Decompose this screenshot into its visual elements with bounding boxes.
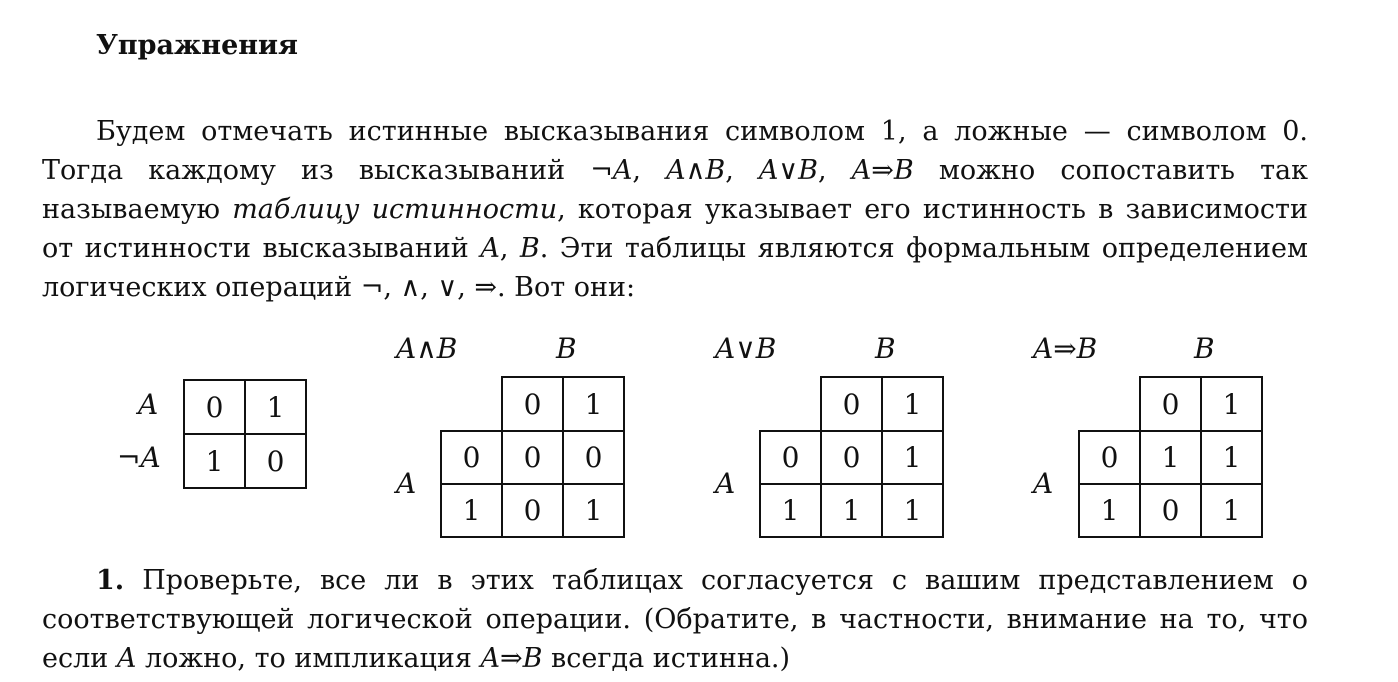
section-heading: Упражнения <box>96 30 298 61</box>
table-col-head: 0 <box>502 377 563 431</box>
exercise-1 <box>42 561 1308 678</box>
table-col-head: 1 <box>882 377 943 431</box>
formula-not: ¬A <box>590 155 633 186</box>
table-cell: 1 <box>1201 484 1262 537</box>
table-col-head: 0 <box>821 377 882 431</box>
table-corner <box>441 377 502 431</box>
table-cell: 1 <box>1201 431 1262 484</box>
and-col-var: B <box>556 332 577 365</box>
exercise-var-a: A <box>116 643 137 674</box>
table-cell: 1 <box>184 434 245 488</box>
exercise-text-1: Проверьте, все ли в этих таблицах согласуется с вашим представлением о соответствующей логической операции. (Обратите, в частности, внимание на то, что если <box>42 565 1308 674</box>
and-row-var: A <box>396 467 417 500</box>
truth-table-implication <box>1078 376 1263 538</box>
imp-row-var: A <box>1033 467 1054 500</box>
formula-implication: A⇒B <box>851 155 914 186</box>
table-cell: 1 <box>821 484 882 537</box>
exercise-text-3: всегда истинна.) <box>551 643 791 674</box>
table-row-head: 0 <box>760 431 821 484</box>
or-col-var: B <box>875 332 896 365</box>
table-row-head: 0 <box>1079 431 1140 484</box>
table-row-head: 1 <box>441 484 502 537</box>
imp-col-var: B <box>1194 332 1215 365</box>
table-corner <box>1079 377 1140 431</box>
table-cell: 1 <box>245 380 306 434</box>
exercise-number: 1. <box>96 565 125 596</box>
or-title: A∨B <box>715 332 777 365</box>
not-row-label-a: A <box>138 388 159 421</box>
var-b: B <box>519 233 540 264</box>
table-col-head: 1 <box>1201 377 1262 431</box>
table-row-head: 1 <box>1079 484 1140 537</box>
and-title: A∧B <box>396 332 458 365</box>
table-cell: 1 <box>1140 431 1201 484</box>
intro-text-5: . Вот они: <box>497 272 636 303</box>
truth-table-and <box>440 376 625 538</box>
intro-text-1: Будем отмечать истинные высказывания символом 1, а ложные — символом 0. Тогда каждому из высказываний <box>42 116 1308 186</box>
table-cell: 0 <box>563 431 624 484</box>
exercise-formula-implication: A⇒B <box>480 643 543 674</box>
table-cell: 1 <box>882 431 943 484</box>
table-cell: 0 <box>502 431 563 484</box>
operation-symbols: ¬, ∧, ∨, ⇒ <box>360 272 498 303</box>
formula-or: A∨B <box>758 155 819 186</box>
table-cell: 0 <box>502 484 563 537</box>
not-row-label-not-a: ¬A <box>117 441 161 474</box>
table-cell: 1 <box>563 484 624 537</box>
intro-text-4: . Эти таблицы являются формальным определением логических операций <box>42 233 1308 303</box>
table-col-head: 1 <box>563 377 624 431</box>
intro-text-3: , которая указывает его истинность в зависимости от истинности высказываний <box>42 194 1308 264</box>
table-cell: 0 <box>1140 484 1201 537</box>
table-cell: 1 <box>882 484 943 537</box>
table-cell: 0 <box>184 380 245 434</box>
truth-table-not <box>183 379 307 489</box>
table-col-head: 0 <box>1140 377 1201 431</box>
or-row-var: A <box>715 467 736 500</box>
intro-paragraph: Будем отмечать истинные высказывания символом 1, а ложные — символом 0. Тогда каждому из высказываний ¬A, A∧B, A∨B, A⇒B можно сопоставить так называемую таблицу истинности, которая указывает его истинность в зависимости от истинности высказываний A, B. Эти таблицы являются формальным определением логических операций ¬, ∧, ∨, ⇒. Вот они: <box>42 116 1308 303</box>
var-a: A <box>480 233 500 264</box>
imp-title: A⇒B <box>1033 332 1098 365</box>
exercise-text-2: ложно, то импликация <box>144 643 472 674</box>
table-corner <box>760 377 821 431</box>
table-cell: 0 <box>245 434 306 488</box>
formula-and: A∧B <box>666 155 726 186</box>
table-row-head: 0 <box>441 431 502 484</box>
table-cell: 0 <box>821 431 882 484</box>
term-truth-table: таблицу истинности <box>232 194 558 225</box>
table-row-head: 1 <box>760 484 821 537</box>
intro-text-2: можно сопоставить так называемую <box>42 155 1308 225</box>
truth-table-or <box>759 376 944 538</box>
